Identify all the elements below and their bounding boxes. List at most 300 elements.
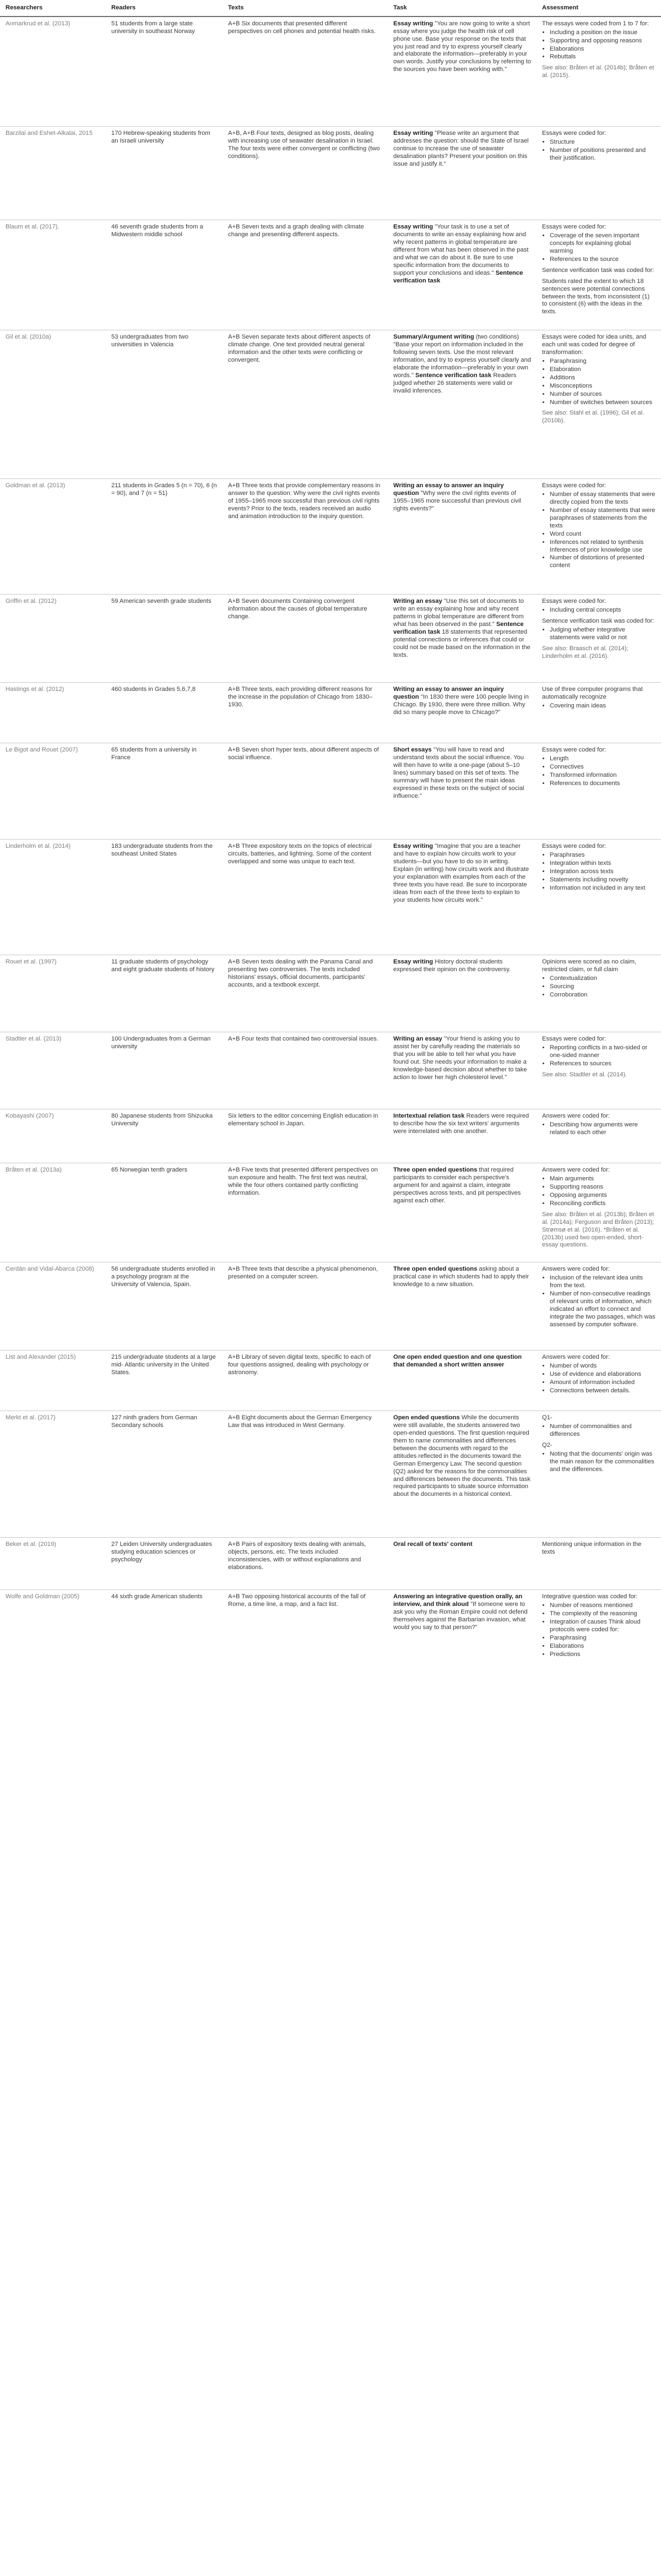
cell-task (388, 127, 537, 220)
task-type: Intertextual relation task (393, 1113, 465, 1120)
assessment-item: • Corroboration (550, 992, 655, 999)
task-type-secondary: Sentence verification task (393, 621, 524, 635)
readers-text: 44 sixth grade American students (111, 1593, 203, 1600)
cell-assessment (537, 1411, 661, 1538)
task-block (393, 843, 531, 904)
task-type: Essay writing (393, 130, 434, 137)
task-description: "Use this set of documents to write an essay explaining how and why recent patterns in global temperature are different from what has been observed in the past." (393, 598, 524, 628)
texts-text: A+B, A+B Four texts, designed as blog posts, dealing with increasing use of seawater desalination in Israel. The four texts were either convergent or conflicting (two conditions). (228, 130, 380, 160)
researchers-text: Stadtler et al. (2013) (6, 1036, 62, 1043)
task-type: Short essays (393, 747, 432, 754)
cell-texts (223, 330, 388, 479)
cell-assessment (537, 840, 661, 955)
task-description: "You will have to read and understand texts about the social influence. You will then have to write a one-page (about 5–10 lines) summary based on this set of texts. The summary will have to present the main ideas expressed in these texts on the subject of social influence." (393, 747, 524, 799)
cell-assessment (537, 743, 661, 840)
readers-text: 80 Japanese students from Shizuoka University (111, 1113, 213, 1128)
cell-task (388, 1262, 537, 1350)
researchers-text: Beker et al. (2019) (6, 1541, 57, 1548)
assessment-intro: Opinions were scored as no claim, restricted claim, or full claim (542, 958, 636, 973)
cell-assessment (537, 1590, 661, 1706)
texts-text: A+B Six documents that presented different perspectives on cell phones and potential health risks. (228, 20, 376, 35)
task-description-secondary: 18 statements that represented potential connections or inferences that could or could not be made based on the information in the texts. (393, 628, 530, 658)
assessment-list (542, 1602, 655, 1658)
assessment-item: • Connections between details. (550, 1387, 655, 1395)
task-type: Writing an essay to answer an inquiry question (393, 686, 504, 701)
texts-text: A+B Seven short hyper texts, about different aspects of social influence. (228, 747, 379, 761)
researchers-text: Barzilai and Eshet-Alkalai, 2015 (6, 130, 93, 137)
assessment-item: • Covering main ideas (550, 702, 655, 710)
cell-researchers (0, 220, 106, 330)
cell-readers (106, 1590, 223, 1706)
assessment-item: • Paraphrasing (550, 1635, 655, 1642)
task-type: Oral recall of texts' content (393, 1541, 473, 1548)
cell-researchers (0, 17, 106, 127)
cell-assessment (537, 17, 661, 127)
cell-task (388, 595, 537, 683)
cell-researchers (0, 743, 106, 840)
cell-texts (223, 479, 388, 595)
assessment-item: • References to the source (550, 256, 655, 264)
cell-readers (106, 1109, 223, 1163)
table-row (0, 1590, 661, 1706)
texts-text: A+B Three texts, each providing different reasons for the increase in the population of Chicago from 1830–1930. (228, 686, 373, 709)
task-type: Answering an integrative question orally, an interview, and think aloud (393, 1593, 523, 1608)
cell-assessment (537, 1350, 661, 1411)
assessment-intro: Essays were coded for: (542, 1036, 606, 1043)
assessment-item: • Number of non-consecutive readings of relevant units of information, which indicated an effort to connect and integrate the two passages, which was assessed by computer software. (550, 1290, 655, 1328)
task-type: Writing an essay (393, 1036, 442, 1043)
assessment-item: • Amount of information included (550, 1379, 655, 1387)
cell-task (388, 220, 537, 330)
cell-task (388, 17, 537, 127)
assessment-item: • Reporting conflicts in a two-sided or one-sided manner (550, 1044, 655, 1060)
table-row (0, 17, 661, 127)
assessment-intro: Essays were coded for: (542, 482, 606, 489)
assessment-intro: Mentioning unique information in the texts (542, 1541, 642, 1556)
cell-researchers (0, 595, 106, 683)
task-description: "You are now going to write a short essay where you judge the health risk of cell phone use. Base your response on the texts that you just read and try to express yourself clearly and elaborate the information—preferably in your own words. Justify your conclusions by referring to the sources you have been working with." (393, 20, 531, 73)
assessment-intro: Essays were coded for: (542, 747, 606, 754)
cell-task (388, 683, 537, 743)
readers-text: 65 students from a university in France (111, 747, 197, 761)
assessment-see-also: See also: Stadtler et al. (2014). (542, 1071, 627, 1078)
task-type: Essay writing (393, 224, 434, 231)
cell-researchers (0, 1262, 106, 1350)
cell-researchers (0, 1163, 106, 1262)
assessment-intro: Answers were coded for: (542, 1113, 610, 1120)
assessment-item: • Information not included in any text (550, 885, 655, 892)
task-type: Essay writing (393, 20, 434, 27)
cell-readers (106, 683, 223, 743)
task-type: Writing an essay (393, 598, 442, 605)
task-description: "Imagine that you are a teacher and have to explain how circuits work to your students—but you have to do so in writing. Explain (in writing) how circuits work and illustrate your explanation with examples from each of the three texts you have read. Be sure to incorporate ideas from each of the three texts to explain to your students how circuits work." (393, 843, 529, 903)
task-description: While the documents were still available, the students answered two open-ended questions. The first question required them to name commonalities and differences between the documents with regard to the attitudes reflected in the documents toward the German Emergency Law. The second question (Q2) asked for the reasons for the commonalities and differences between the documents. This task required participants to situate source information about the documents in a historical context. (393, 1414, 530, 1498)
cell-assessment (537, 595, 661, 683)
cell-texts (223, 1262, 388, 1350)
readers-text: 211 students in Grades 5 (n = 70), 6 (n = 90), and 7 (n = 51) (111, 482, 217, 497)
cell-researchers (0, 840, 106, 955)
assessment-item: • Supporting and opposing reasons (550, 37, 655, 45)
cell-readers (106, 840, 223, 955)
task-type: Essay writing (393, 958, 434, 966)
assessment-item: • Misconceptions (550, 383, 655, 390)
assessment-item: • Elaborations (550, 46, 655, 53)
cell-readers (106, 330, 223, 479)
cell-assessment (537, 479, 661, 595)
texts-text: A+B Seven texts and a graph dealing with climate change and presenting different aspects. (228, 224, 364, 238)
table-row (0, 1538, 661, 1590)
task-type: Summary/Argument writing (393, 334, 474, 341)
assessment-list (542, 1451, 655, 1474)
texts-text: A+B Five texts that presented different perspectives on sun exposure and health. The first text was neutral, while the four others contained partly conflicting information. (228, 1167, 378, 1197)
cell-readers (106, 955, 223, 1032)
cell-texts (223, 1590, 388, 1706)
assessment-list (542, 755, 655, 788)
assessment-secondary-text: Students rated the extent to which 18 sentences were potential connections between the texts, from inconsistent (1) to consistent (6) with the ideas in the texts. (542, 277, 650, 315)
researchers-text: Kobayashi (2007) (6, 1113, 54, 1120)
cell-task (388, 479, 537, 595)
cell-task (388, 1538, 537, 1590)
cell-researchers (0, 1411, 106, 1538)
assessment-list (542, 975, 655, 999)
cell-assessment (537, 683, 661, 743)
texts-text: A+B Seven documents Containing convergent information about the causes of global temperature change. (228, 598, 367, 620)
task-block (393, 1266, 531, 1289)
cell-texts (223, 1350, 388, 1411)
assessment-list (542, 232, 655, 264)
texts-text: A+B Four texts that contained two controversial issues. (228, 1036, 378, 1043)
cell-assessment (537, 127, 661, 220)
readers-text: 56 undergraduate students enrolled in a psychology program at the University of Valencia, Spain. (111, 1266, 215, 1288)
cell-task (388, 840, 537, 955)
researchers-text: Cerdán and Vidal-Abarca (2008) (6, 1266, 94, 1273)
task-block (393, 20, 531, 74)
task-block (393, 598, 531, 659)
assessment-intro: Essays were coded for: (542, 598, 606, 605)
texts-text: A+B Eight documents about the German Emergency Law that was introduced in West Germany. (228, 1414, 372, 1429)
readers-text: 46 seventh grade students from a Midwestern middle school (111, 224, 203, 238)
cell-researchers (0, 1032, 106, 1109)
assessment-list (542, 852, 655, 892)
readers-text: 11 graduate students of psychology and eight graduate students of history (111, 958, 215, 973)
cell-researchers (0, 955, 106, 1032)
assessment-intro: Integrative question was coded for: (542, 1593, 638, 1600)
researchers-text: Anmarkrud et al. (2013) (6, 20, 71, 27)
assessment-item: • Including a position on the issue (550, 29, 655, 37)
table-row (0, 595, 661, 683)
cell-assessment (537, 220, 661, 330)
cell-task (388, 955, 537, 1032)
task-type: One open ended question and one question that demanded a short written answer (393, 1354, 522, 1369)
cell-researchers (0, 1538, 106, 1590)
researchers-text: Rouet et al. (1997) (6, 958, 57, 966)
assessment-see-also: See also: Stahl et al. (1996); Gil et al. (2010b). (542, 410, 644, 424)
texts-text: A+B Library of seven digital texts, specific to each of four questions assigned, dealing with psychology or astronomy. (228, 1354, 371, 1376)
assessment-item: • Statements including novelty (550, 876, 655, 884)
assessment-item: • Number of switches between sources (550, 399, 655, 407)
assessment-secondary-intro: Q2- (542, 1442, 552, 1449)
assessment-intro: Answers were coded for: (542, 1167, 610, 1174)
researchers-text: Gil et al. (2010a) (6, 334, 51, 341)
researchers-text: List and Alexander (2015) (6, 1354, 76, 1361)
assessment-list (542, 702, 655, 710)
researchers-text: Wolfe and Goldman (2005) (6, 1593, 80, 1600)
assessment-list (542, 607, 655, 614)
cell-texts (223, 1109, 388, 1163)
cell-researchers (0, 479, 106, 595)
task-type: Writing an essay to answer an inquiry question (393, 482, 504, 497)
cell-texts (223, 1032, 388, 1109)
cell-researchers (0, 127, 106, 220)
texts-text: A+B Pairs of expository texts dealing with animals, objects, persons, etc. The texts included inconsistencies, with or without explanations and elaborations. (228, 1541, 366, 1571)
assessment-item: • Word count (550, 531, 655, 538)
cell-texts (223, 17, 388, 127)
header-researchers: Researchers (0, 0, 106, 17)
task-description: "Please write an argument that addresses the question: should the State of Israel continue to increase the use of seawater desalination plants? Present your position on this issue and justify it." (393, 130, 529, 167)
assessment-intro: Essays were coded for: (542, 224, 606, 231)
task-description: that required participants to consider each perspective's argument for and against a claim, integrate perspectives across texts, and pit perspectives against each other. (393, 1167, 521, 1204)
task-description: "In 1830 there were 100 people living in Chicago. By 1930, there were three million. Why did so many people move to Chicago?" (393, 694, 529, 716)
task-block (393, 224, 531, 285)
table-row (0, 840, 661, 955)
cell-researchers (0, 330, 106, 479)
cell-task (388, 330, 537, 479)
assessment-item: • Number of sources (550, 391, 655, 399)
table-row (0, 127, 661, 220)
cell-assessment (537, 1032, 661, 1109)
assessment-item: • Number of words (550, 1363, 655, 1370)
assessment-item: • Rebuttals (550, 53, 655, 61)
assessment-list (542, 139, 655, 162)
table-row (0, 1350, 661, 1411)
cell-readers (106, 1262, 223, 1350)
table-row (0, 955, 661, 1032)
assessment-list (542, 1121, 655, 1137)
assessment-intro: Q1- (542, 1414, 552, 1422)
assessment-item: • Inclusion of the relevant idea units from the text. (550, 1275, 655, 1290)
cell-texts (223, 1163, 388, 1262)
task-type-secondary: Sentence verification task (415, 372, 492, 379)
task-block (393, 1541, 531, 1549)
header-texts: Texts (223, 0, 388, 17)
cell-readers (106, 479, 223, 595)
readers-text: 127 ninth graders from German Secondary schools (111, 1414, 198, 1429)
cell-researchers (0, 1590, 106, 1706)
assessment-intro: Use of three computer programs that automatically recognize (542, 686, 643, 701)
assessment-item: • Contextualization (550, 975, 655, 983)
cell-assessment (537, 1109, 661, 1163)
cell-task (388, 1109, 537, 1163)
assessment-see-also: See also: Bråten et al. (2013b); Bråten et al. (2014a); Ferguson and Bråten (2013); Strømsø et al. (2016). *Bråten et al. (2013b) used two open-ended, short-essay questions. (542, 1211, 654, 1249)
cell-texts (223, 595, 388, 683)
task-block (393, 1113, 531, 1136)
assessment-list (542, 1423, 655, 1439)
table-row (0, 1262, 661, 1350)
assessment-item: • Elaboration (550, 366, 655, 374)
assessment-item: • Predictions (550, 1651, 655, 1659)
header-assessment: Assessment (537, 0, 661, 17)
assessment-item: • Number of essay statements that were directly copied from the texts (550, 491, 655, 507)
assessment-item: • Inferences not related to synthesis Inferences of prior knowledge use (550, 539, 655, 554)
table-row (0, 1163, 661, 1262)
cell-task (388, 1411, 537, 1538)
task-type: Essay writing (393, 843, 434, 850)
cell-texts (223, 955, 388, 1032)
task-type: Three open ended questions (393, 1266, 478, 1273)
assessment-secondary-intro: Sentence verification task was coded for: (542, 618, 654, 625)
assessment-item: • Main arguments (550, 1175, 655, 1183)
assessment-item: • Additions (550, 374, 655, 382)
readers-text: 27 Leiden University undergraduates studying education sciences or psychology (111, 1541, 212, 1564)
cell-readers (106, 220, 223, 330)
assessment-item: • Describing how arguments were related to each other (550, 1121, 655, 1137)
assessment-item: • The complexity of the reasoning (550, 1610, 655, 1618)
cell-task (388, 1590, 537, 1706)
assessment-see-also: See also: Braasch et al. (2014); Linderholm et al. (2016). (542, 645, 629, 660)
assessment-item: • Reconciling conflicts (550, 1200, 655, 1208)
texts-text: A+B Three texts that provide complementary reasons in answer to the question: Why were the civil rights events of 1955–1965 more successful than previous civil rights events? Prior to the texts, readers received an audio and animation introduction to the inquiry question. (228, 482, 381, 520)
assessment-intro: Answers were coded for: (542, 1354, 610, 1361)
task-block (393, 1354, 531, 1369)
table-row (0, 330, 661, 479)
cell-readers (106, 743, 223, 840)
cell-readers (106, 1538, 223, 1590)
assessment-item: • Structure (550, 139, 655, 146)
task-block (393, 1593, 531, 1631)
cell-task (388, 1032, 537, 1109)
readers-text: 59 American seventh grade students (111, 598, 212, 605)
readers-text: 51 students from a large state university in southeast Norway (111, 20, 195, 35)
assessment-item: • Judging whether integrative statements were valid or not (550, 627, 655, 642)
assessment-item: • Supporting reasons (550, 1184, 655, 1191)
cell-texts (223, 127, 388, 220)
cell-readers (106, 17, 223, 127)
researchers-text: Linderholm et al. (2014) (6, 843, 71, 850)
task-block (393, 686, 531, 717)
assessment-intro: Essays were coded for idea units, and each unit was coded for degree of transformation: (542, 334, 647, 356)
assessment-intro: The essays were coded from 1 to 7 for: (542, 20, 649, 27)
assessment-secondary-intro: Sentence verification task was coded for: (542, 266, 654, 274)
task-type: Three open ended questions (393, 1167, 478, 1174)
cell-readers (106, 1350, 223, 1411)
researchers-text: Le Bigot and Rouet (2007) (6, 747, 78, 754)
table-row (0, 1032, 661, 1109)
assessment-list (542, 627, 655, 642)
assessment-item: • Sourcing (550, 983, 655, 991)
cell-texts (223, 220, 388, 330)
assessment-item: • Including central concepts (550, 607, 655, 614)
cell-readers (106, 1163, 223, 1262)
assessment-list (542, 491, 655, 570)
texts-text: A+B Seven separate texts about different aspects of climate change. One text provided neutral general information and the other texts were conflicting or convergent. (228, 334, 371, 364)
table-body (0, 17, 661, 1706)
assessment-item: • Number of commonalities and differences (550, 1423, 655, 1439)
readers-text: 183 undergraduate students from the southeast United States (111, 843, 213, 858)
readers-text: 100 Undergraduates from a German university (111, 1036, 211, 1050)
task-block (393, 130, 531, 168)
researchers-text: Hastings et al. (2012) (6, 686, 64, 693)
task-description: (two conditions) "Base your report on information included in the following seven texts. Use the most relevant information, and try to express yourself clearly and elaborate the information—preferably in your own words." (393, 334, 531, 379)
task-block (393, 1414, 531, 1499)
assessment-item: • References to sources (550, 1060, 655, 1068)
researchers-text: Griffin et al. (2012) (6, 598, 57, 605)
readers-text: 215 undergraduate students at a large mid- Atlantic university in the United States. (111, 1354, 216, 1376)
assessment-intro: Essays were coded for: (542, 843, 606, 850)
table-row (0, 479, 661, 595)
task-description: History doctoral students expressed their opinion on the controversy. (393, 958, 511, 973)
assessment-item: • Use of evidence and elaborations (550, 1371, 655, 1379)
assessment-see-also: See also: Bråten et al. (2014b); Bråten et al. (2015). (542, 64, 654, 79)
cell-assessment (537, 1163, 661, 1262)
assessment-item: • Number of distortions of presented content (550, 554, 655, 570)
readers-text: 65 Norwegian tenth graders (111, 1167, 188, 1174)
assessment-intro: Answers were coded for: (542, 1266, 610, 1273)
assessment-item: • Transformed information (550, 772, 655, 780)
table-row (0, 220, 661, 330)
table-row (0, 683, 661, 743)
cell-assessment (537, 330, 661, 479)
cell-readers (106, 1032, 223, 1109)
cell-readers (106, 595, 223, 683)
cell-texts (223, 1411, 388, 1538)
assessment-item: • Paraphrasing (550, 358, 655, 366)
assessment-list (542, 1275, 655, 1328)
assessment-item: • Paraphrases (550, 852, 655, 859)
researchers-text: Blaum et al. (2017). (6, 224, 59, 231)
assessment-item: • Elaborations (550, 1643, 655, 1651)
task-description: "Your friend is asking you to assist her by carefully reading the materials so that you will be able to tell her what you have found out. She needs your information to make a knowledge-based decision about whether to take action to lower her high cholesterol level." (393, 1036, 527, 1081)
assessment-item: • Opposing arguments (550, 1192, 655, 1200)
task-description: "Why were the civil rights events of 1955–1965 more successful than previous civil rights events?" (393, 490, 521, 513)
cell-readers (106, 127, 223, 220)
assessment-item: • Length (550, 755, 655, 763)
table-row (0, 1109, 661, 1163)
task-type-secondary: Sentence verification task (393, 269, 523, 284)
assessment-item: • Number of positions presented and their justification. (550, 147, 655, 162)
assessment-list (542, 358, 655, 406)
texts-text: A+B Three expository texts on the topics of electrical circuits, batteries, and lightning. Some of the content overlapped and some was unique to each text. (228, 843, 372, 865)
task-block (393, 1036, 531, 1081)
texts-text: Six letters to the editor concerning English education in elementary school in Japan. (228, 1113, 378, 1128)
cell-researchers (0, 1350, 106, 1411)
cell-researchers (0, 683, 106, 743)
header-readers: Readers (106, 0, 223, 17)
task-block (393, 482, 531, 513)
researchers-text: Goldman et al. (2013) (6, 482, 66, 489)
readers-text: 170 Hebrew-speaking students from an Israeli university (111, 130, 210, 145)
assessment-list (542, 1044, 655, 1068)
task-block (393, 334, 531, 395)
cell-texts (223, 743, 388, 840)
task-description: "If someone were to ask you why the Roman Empire could not defend themselves against the Barbarian invasion, what would you say to that person?" (393, 1601, 528, 1631)
assessment-item: • Coverage of the seven important concepts for explaining global warming (550, 232, 655, 255)
header-task: Task (388, 0, 537, 17)
researchers-text: Bråten et al. (2013a) (6, 1167, 62, 1174)
assessment-list (542, 1363, 655, 1395)
table-row (0, 1411, 661, 1538)
table-header (0, 0, 661, 17)
cell-texts (223, 683, 388, 743)
task-description: "Your task is to use a set of documents to write an essay explaining how and why recent patterns in global temperature are different from what has been observed in the past and what we can do about it. Be sure to use specific information from the documents to support your conclusions and ideas." (393, 224, 529, 276)
task-block (393, 1167, 531, 1205)
cell-texts (223, 1538, 388, 1590)
texts-text: A+B Two opposing historical accounts of the fall of Rome, a time line, a map, and a fact list. (228, 1593, 366, 1608)
task-description: asking about a practical case in which students had to apply their knowledge to a new situation. (393, 1266, 529, 1288)
assessment-item: • Connectives (550, 764, 655, 771)
cell-texts (223, 840, 388, 955)
texts-text: A+B Seven texts dealing with the Panama Canal and presenting two controversies. The texts included historians' essays, official documents, participants' accounts, and a textbook excerpt. (228, 958, 373, 989)
assessment-item: • Number of essay statements that were paraphrases of statements from the texts (550, 507, 655, 530)
